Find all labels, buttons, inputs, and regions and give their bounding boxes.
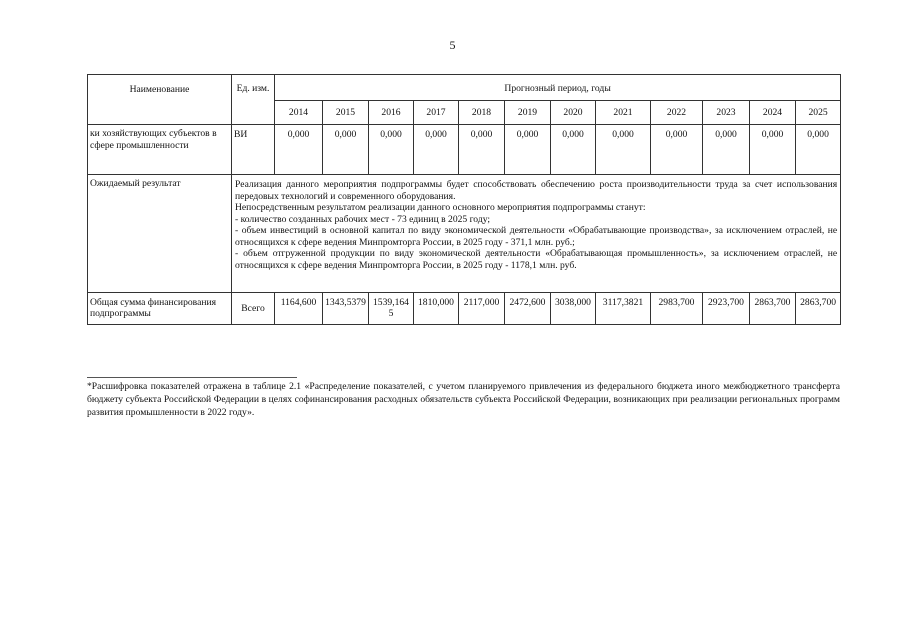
- year-cell: 2015: [323, 101, 369, 125]
- year-cell: 2014: [275, 101, 323, 125]
- result-row: [88, 175, 841, 293]
- result-line: - объем отгруженной продукции по виду экономической деятельности «Обрабатывающая промышленность», за исключением отраслей, не относящихся к сфере ведения Минпромторга России, в 2025 году - 1178,1 млн. руб.: [235, 248, 838, 271]
- header-period: Прогнозный период, годы: [275, 75, 841, 101]
- value-cell: 0,000: [505, 125, 551, 175]
- finance-label: Общая сумма финансирования подпрограммы: [88, 293, 232, 325]
- finance-value-cell: 3038,000: [551, 293, 596, 325]
- finance-value-cell: 2117,000: [459, 293, 505, 325]
- header-unit: Ед. изм.: [232, 75, 275, 125]
- year-cell: 2022: [651, 101, 703, 125]
- value-cell: 0,000: [596, 125, 651, 175]
- year-cell: 2016: [369, 101, 414, 125]
- year-cell: 2019: [505, 101, 551, 125]
- page-number: 5: [449, 38, 456, 52]
- finance-value-cell: 1810,000: [414, 293, 459, 325]
- finance-value-cell: 1539,1645: [369, 293, 414, 325]
- result-label: Ожидаемый результат: [88, 175, 232, 293]
- header-row: [88, 75, 841, 101]
- result-line: - количество созданных рабочих мест - 73 единиц в 2025 году;: [235, 213, 491, 225]
- footnote-divider: [87, 377, 297, 378]
- indicator-row: [88, 125, 841, 175]
- indicator-unit: ВИ: [232, 125, 275, 175]
- value-cell: 0,000: [275, 125, 323, 175]
- result-text: [232, 175, 841, 293]
- year-cell: 2023: [703, 101, 750, 125]
- value-cell: 0,000: [459, 125, 505, 175]
- year-cell: 2018: [459, 101, 505, 125]
- finance-value-cell: 2923,700: [703, 293, 750, 325]
- result-line: - объем инвестиций в основной капитал по виду экономической деятельности «Обрабатывающие производства», за исключением отраслей, не относящихся к сфере ведения Минпромторга России, в 2025 году - 371,1 млн. руб.;: [235, 225, 838, 248]
- value-cell: 0,000: [651, 125, 703, 175]
- value-cell: 0,000: [414, 125, 459, 175]
- result-line: Непосредственным результатом реализации данного основного мероприятия подпрограммы станут:: [235, 202, 646, 213]
- finance-value-cell: 3117,3821: [596, 293, 651, 325]
- year-cell: 2024: [750, 101, 796, 125]
- value-cell: 0,000: [796, 125, 841, 175]
- indicator-label: ки хозяйствующих субъектов в сфере промышленности: [88, 125, 232, 175]
- finance-value-cell: 1343,5379: [323, 293, 369, 325]
- year-cell: 2020: [551, 101, 596, 125]
- finance-value-cell: 1164,600: [275, 293, 323, 325]
- finance-value-cell: 2863,700: [750, 293, 796, 325]
- year-cell: 2025: [796, 101, 841, 125]
- forecast-table: [87, 74, 841, 325]
- finance-value-cell: 2983,700: [651, 293, 703, 325]
- finance-unit: Всего: [232, 293, 275, 325]
- value-cell: 0,000: [323, 125, 369, 175]
- year-cell: 2017: [414, 101, 459, 125]
- year-cell: 2021: [596, 101, 651, 125]
- result-line: Реализация данного мероприятия подпрограммы будет способствовать обеспечению роста производительности труда за счет использования передовых технологий и современного оборудования.: [235, 179, 838, 202]
- value-cell: 0,000: [703, 125, 750, 175]
- finance-value-cell: 2863,700: [796, 293, 841, 325]
- footnote: *Расшифровка показателей отражена в таблице 2.1 «Распределение показателей, с учетом планируемого привлечения из федерального бюджета иного межбюджетного трансферта бюджету субъекта Российской Федерации в целях софинансирования расходных обязательств субъекта Российской Федерации, возникающих при реализации региональных программ развития промышленности в 2022 году».: [87, 381, 840, 418]
- value-cell: 0,000: [369, 125, 414, 175]
- finance-row: [88, 293, 841, 325]
- value-cell: 0,000: [750, 125, 796, 175]
- finance-value-cell: 2472,600: [505, 293, 551, 325]
- header-name: Наименование: [88, 75, 232, 125]
- value-cell: 0,000: [551, 125, 596, 175]
